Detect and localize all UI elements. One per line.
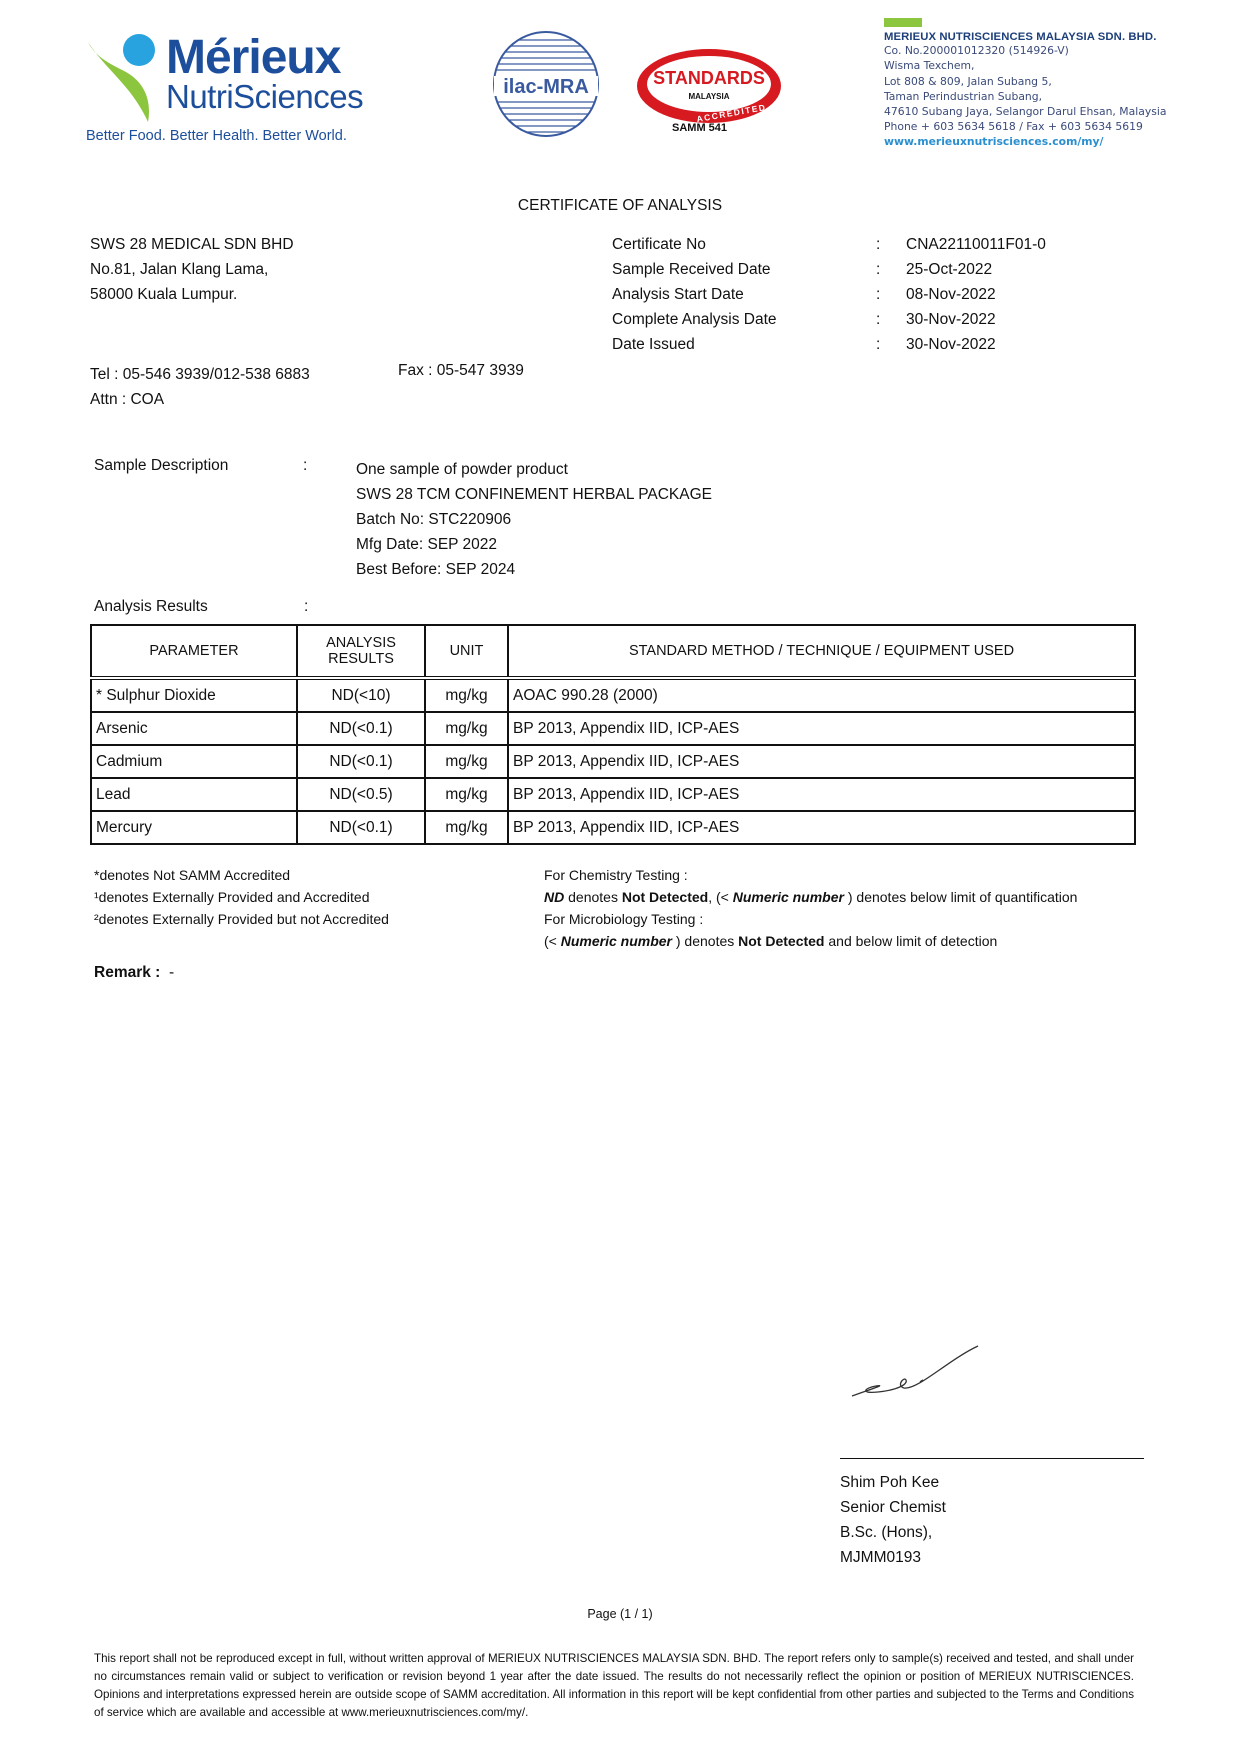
standards-text: STANDARDS — [653, 68, 765, 88]
company-line: 47610 Subang Jaya, Selangor Darul Ehsan, Malaysia — [884, 105, 1167, 119]
cell-unit: mg/kg — [425, 678, 508, 712]
sample-line: Batch No: STC220906 — [356, 511, 512, 528]
cell-method: AOAC 990.28 (2000) — [508, 678, 1135, 712]
cell-result: ND(<0.5) — [297, 778, 425, 811]
sample-line: Best Before: SEP 2024 — [356, 561, 516, 578]
meta-label: Complete Analysis Date — [612, 311, 777, 328]
testing-legend — [544, 864, 1077, 952]
sample-description-label: Sample Description — [94, 457, 229, 474]
meta-row: Analysis Start Date : 08-Nov-2022 — [612, 282, 1046, 307]
sample-line: One sample of powder product — [356, 461, 568, 478]
company-line: Wisma Texchem, — [884, 59, 975, 73]
table-header-row — [91, 625, 1135, 678]
sample-description — [356, 457, 712, 582]
meta-row: Certificate No : CNA22110011F01-0 — [612, 232, 1046, 257]
cell-method: BP 2013, Appendix IID, ICP-AES — [508, 778, 1135, 811]
meta-row: Date Issued : 30-Nov-2022 — [612, 332, 1046, 357]
table-row — [91, 778, 1135, 811]
company-line: Co. No.200001012320 (514926-V) — [884, 44, 1069, 57]
signatory-registration: MJMM0193 — [840, 1549, 921, 1566]
logo-tagline: Better Food. Better Health. Better World. — [86, 128, 347, 144]
chem-testing-title: For Chemistry Testing : — [544, 867, 688, 883]
accreditation-legend — [94, 864, 389, 930]
samm-number: SAMM 541 — [672, 122, 728, 134]
cell-method: BP 2013, Appendix IID, ICP-AES — [508, 811, 1135, 844]
meta-value: 30-Nov-2022 — [906, 336, 996, 353]
client-tel: Tel : 05-546 3939/012-538 6883 — [90, 366, 310, 383]
column-header-results: ANALYSIS RESULTS — [297, 625, 425, 678]
client-block — [90, 232, 294, 307]
ilac-text: ilac-MRA — [503, 76, 589, 98]
remark — [94, 964, 174, 982]
meta-row: Sample Received Date : 25-Oct-2022 — [612, 257, 1046, 282]
signatory-name: Shim Poh Kee — [840, 1474, 940, 1491]
cell-parameter: Mercury — [91, 811, 297, 844]
company-line: Lot 808 & 809, Jalan Subang 5, — [884, 74, 1052, 88]
merieux-logo — [86, 30, 386, 150]
meta-row: Complete Analysis Date : 30-Nov-2022 — [612, 307, 1046, 332]
meta-label: Sample Received Date — [612, 261, 771, 278]
remark-value: - — [168, 964, 175, 981]
footer-disclaimer: This report shall not be reproduced except in full, without written approval of MERIEUX NUTRISCIENCES MALAYSIA SDN. BHD. The report refers only to sample(s) received and tested, and shall under no circumstances remain valid or subject to verification or revision beyond 1 year after the date issued. The results do not necessarily reflect the opinion or position of MERIEUX NUTRISCIENCES. Opinions and interpretations expressed herein are outside scope of SAMM accreditation. All information in this report will be kept confidential from other parties and subjected to the Terms and Conditions of service which are available and accessible at www.merieuxnutrisciences.com/my/. — [94, 1652, 1134, 1719]
company-website-link[interactable]: www.merieuxnutrisciences.com/my/ — [884, 134, 1104, 148]
table-row — [91, 678, 1135, 712]
table-row — [91, 745, 1135, 778]
meta-value: CNA22110011F01-0 — [906, 236, 1046, 253]
company-line: Taman Perindustrian Subang, — [884, 89, 1043, 103]
logo-name-line2: NutriSciences — [166, 78, 364, 115]
cell-parameter: * Sulphur Dioxide — [91, 678, 297, 712]
column-header-unit: UNIT — [425, 625, 508, 678]
cell-unit: mg/kg — [425, 745, 508, 778]
micro-testing-note: (< Numeric number ) denotes Not Detected and below limit of detection — [544, 933, 998, 949]
cell-result: ND(<0.1) — [297, 712, 425, 745]
column-header-parameter: PARAMETER — [91, 625, 297, 678]
meta-label: Analysis Start Date — [612, 286, 744, 303]
client-fax: Fax : 05-547 3939 — [398, 362, 524, 379]
cell-parameter: Cadmium — [91, 745, 297, 778]
cell-parameter: Lead — [91, 778, 297, 811]
signatory-degree: B.Sc. (Hons), — [840, 1524, 933, 1541]
legend-line: *denotes Not SAMM Accredited — [94, 867, 291, 883]
table-row — [91, 811, 1135, 844]
sample-line: SWS 28 TCM CONFINEMENT HERBAL PACKAGE — [356, 486, 712, 503]
sample-line: Mfg Date: SEP 2022 — [356, 536, 498, 553]
page-number: Page (1 / 1) — [587, 1607, 653, 1621]
client-contact — [90, 362, 310, 412]
ilac-mra-seal — [492, 26, 600, 147]
logo-name-line1: Mérieux — [166, 31, 341, 84]
cell-method: BP 2013, Appendix IID, ICP-AES — [508, 745, 1135, 778]
company-name: MERIEUX NUTRISCIENCES MALAYSIA SDN. BHD. — [884, 31, 1157, 43]
standards-malaysia-seal — [634, 46, 784, 131]
signatory-title: Senior Chemist — [840, 1499, 946, 1516]
cell-result: ND(<10) — [297, 678, 425, 712]
meta-value: 30-Nov-2022 — [906, 311, 996, 328]
meta-value: 08-Nov-2022 — [906, 286, 996, 303]
logo-leaf-icon — [86, 30, 166, 122]
certificate-meta — [612, 232, 1046, 357]
brand-accent-bar — [884, 18, 922, 27]
company-line: Phone + 603 5634 5618 / Fax + 603 5634 5619 — [884, 120, 1143, 134]
sample-colon: : — [303, 457, 308, 474]
cell-method: BP 2013, Appendix IID, ICP-AES — [508, 712, 1135, 745]
signature-image — [848, 1340, 988, 1407]
client-attn: Attn : COA — [90, 391, 165, 408]
signatory-block — [840, 1470, 946, 1570]
table-row — [91, 712, 1135, 745]
chem-testing-note: ND denotes Not Detected, (< Numeric number ) denotes below limit of quantification — [544, 889, 1078, 905]
client-address-line: No.81, Jalan Klang Lama, — [90, 261, 269, 278]
cell-result: ND(<0.1) — [297, 745, 425, 778]
cell-result: ND(<0.1) — [297, 811, 425, 844]
cell-unit: mg/kg — [425, 811, 508, 844]
signature-line — [840, 1458, 1144, 1459]
results-colon: : — [304, 598, 309, 615]
client-name: SWS 28 MEDICAL SDN BHD — [90, 236, 294, 253]
column-header-method: STANDARD METHOD / TECHNIQUE / EQUIPMENT USED — [508, 625, 1135, 678]
remark-label: Remark : — [94, 964, 161, 981]
document-title: CERTIFICATE OF ANALYSIS — [517, 197, 723, 214]
legend-line: ²denotes Externally Provided but not Accredited — [94, 911, 389, 927]
legend-line: ¹denotes Externally Provided and Accredited — [94, 889, 370, 905]
cell-unit: mg/kg — [425, 778, 508, 811]
standards-sub: MALAYSIA — [688, 92, 730, 101]
analysis-results-label: Analysis Results — [94, 598, 208, 615]
micro-testing-title: For Microbiology Testing : — [544, 911, 704, 927]
accredited-text: ACCREDITED — [695, 101, 768, 125]
client-address-line: 58000 Kuala Lumpur. — [90, 286, 238, 303]
meta-label: Date Issued — [612, 336, 695, 353]
cell-unit: mg/kg — [425, 712, 508, 745]
meta-label: Certificate No — [612, 236, 706, 253]
cell-parameter: Arsenic — [91, 712, 297, 745]
company-address-block — [884, 18, 1224, 148]
results-table — [90, 624, 1136, 845]
meta-value: 25-Oct-2022 — [906, 261, 993, 278]
